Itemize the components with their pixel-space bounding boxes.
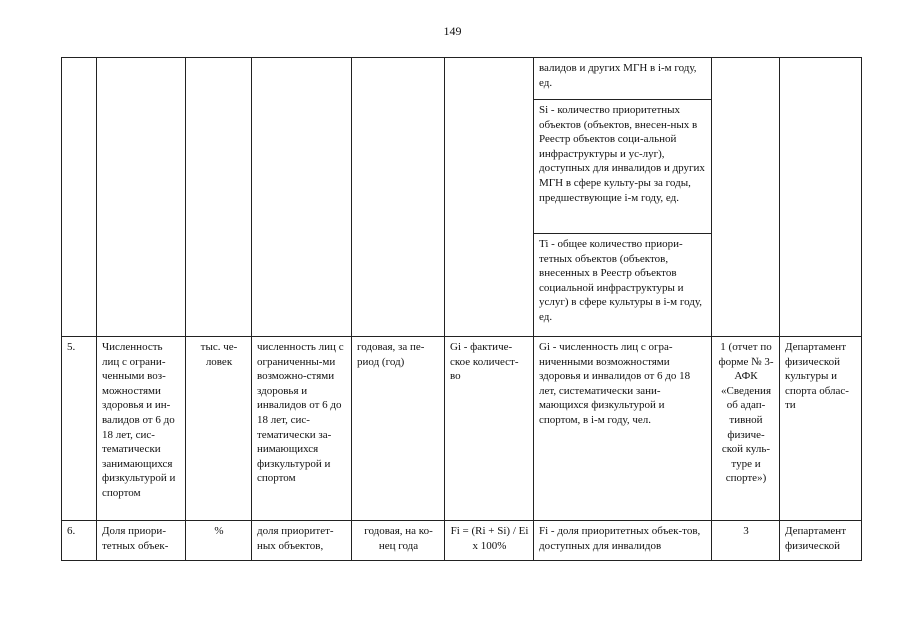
formula-description: Gi - численность лиц с огра-ниченными возможностями здоровья и инвалидов от 6 до 18 лет, систематически зани-мающихся физкультурой и спортом, в i-м году, чел. bbox=[534, 337, 712, 521]
row-number: 5. bbox=[62, 337, 97, 521]
table-cell: валидов и других МГН в i-м году, ед. bbox=[534, 58, 712, 100]
formula: Gi - фактиче-ское количест-во bbox=[445, 337, 534, 521]
table-cell bbox=[352, 58, 445, 337]
row-number: 6. bbox=[62, 521, 97, 561]
indicators-table bbox=[61, 57, 862, 561]
formula: Fi = (Ri + Si) / Ei x 100% bbox=[445, 521, 534, 561]
indicator-name: Доля приори-тетных объек- bbox=[97, 521, 186, 561]
responsible: Департамент физической культуры и спорта облас-ти bbox=[780, 337, 862, 521]
formula-description: Fi - доля приоритетных объек-тов, доступных для инвалидов bbox=[534, 521, 712, 561]
responsible: Департамент физической bbox=[780, 521, 862, 561]
unit-of-measure: тыс. че-ловек bbox=[186, 337, 252, 521]
page-number: 149 bbox=[443, 24, 462, 38]
table-cell bbox=[97, 58, 186, 337]
table-row bbox=[62, 337, 862, 521]
indicator-definition: численность лиц с ограниченны-ми возможно-стями здоровья и инвалидов от 6 до 18 лет, сис-тематически за-нимающихся физкультурой и спортом bbox=[252, 337, 352, 521]
indicator-name: Численность лиц с ограни-ченными воз-можностями здоровья и ин-валидов от 6 до 18 лет, сис-тематически занимающихся физкультурой и спортом bbox=[97, 337, 186, 521]
table-cell: Si - количество приоритетных объектов (объектов, внесен-ных в Реестр объектов соци-альной инфраструктуры и ус-луг), доступных для инвалидов и других МГН в сфере культу-ры за годы, предшествующие i-м году, ед. bbox=[534, 100, 712, 234]
period: годовая, на ко-нец года bbox=[352, 521, 445, 561]
table-cell bbox=[445, 58, 534, 337]
table-row bbox=[62, 58, 862, 100]
table-cell bbox=[62, 58, 97, 337]
table-cell bbox=[252, 58, 352, 337]
table-cell bbox=[780, 58, 862, 337]
period: годовая, за пе-риод (год) bbox=[352, 337, 445, 521]
unit-of-measure: % bbox=[186, 521, 252, 561]
table-row bbox=[62, 521, 862, 561]
data-source: 1 (отчет по форме № 3-АФК «Сведения об адап-тивной физиче-ской куль-туре и спорте») bbox=[712, 337, 780, 521]
indicator-definition: доля приоритет-ных объектов, bbox=[252, 521, 352, 561]
table-cell bbox=[712, 58, 780, 337]
data-source: 3 bbox=[712, 521, 780, 561]
table-cell: Ti - общее количество приори-тетных объектов (объектов, внесенных в Реестр объектов социальной инфраструктуры и услуг) в сфере культуры в i-м году, ед. bbox=[534, 234, 712, 337]
table-cell bbox=[186, 58, 252, 337]
